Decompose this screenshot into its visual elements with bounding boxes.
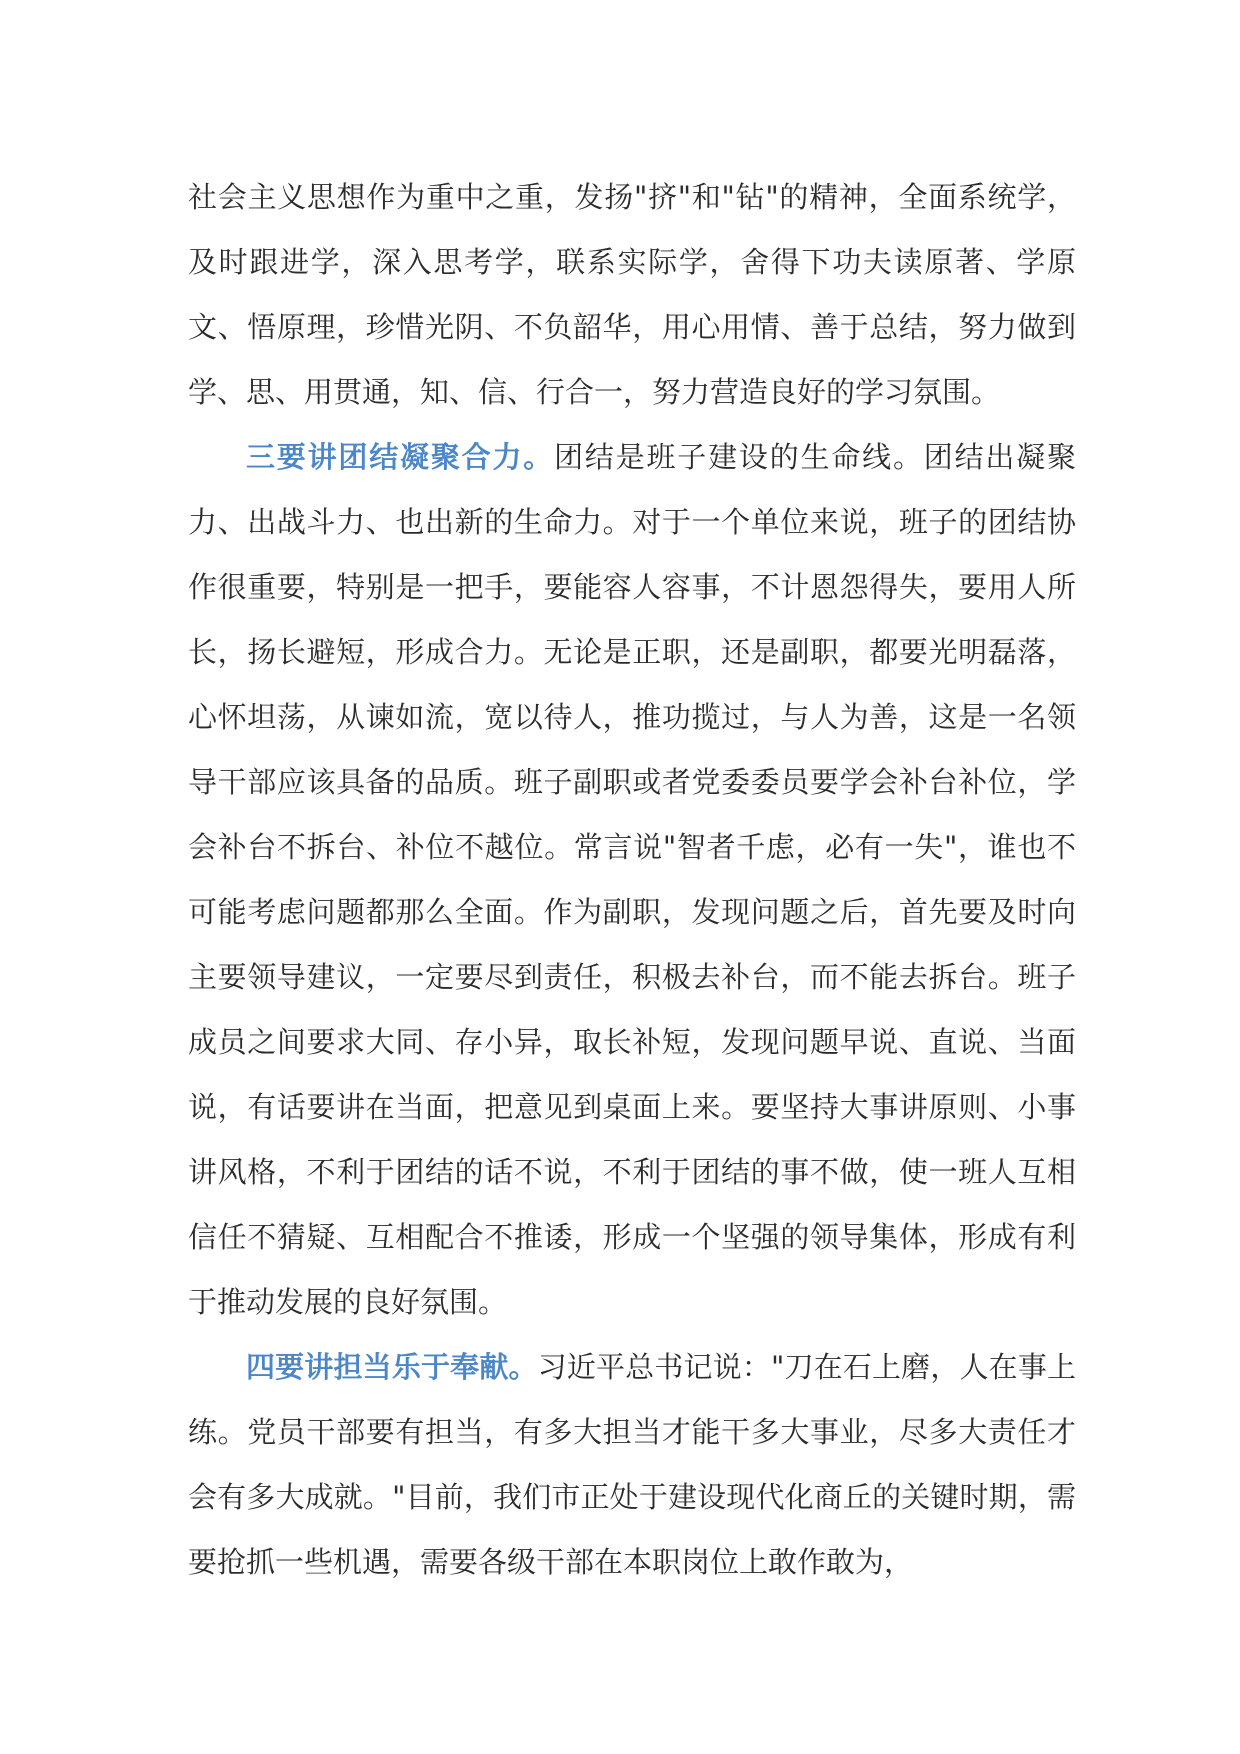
section-heading-unity: 三要讲团结凝聚合力。 (246, 440, 555, 474)
document-body (188, 165, 1076, 1595)
paragraph-text: 习近平总书记说："刀在石上磨，人在事上练。党员干部要有担当，有多大担当才能干多大事业，尽多大责任才会有多大成就。"目前，我们市正处于建设现代化商丘的关键时期，需要抢抓一些机遇，需要各级干部在本职岗位上敢作敢为， (188, 1350, 1076, 1579)
paragraph-text: 社会主义思想作为重中之重，发扬"挤"和"钻"的精神，全面系统学，及时跟进学，深入思考学，联系实际学，舍得下功夫读原著、学原文、悟原理，珍惜光阴、不负韶华，用心用情、善于总结，努力做到学、思、用贯通，知、信、行合一，努力营造良好的学习氛围。 (188, 180, 1076, 409)
paragraph-unity (188, 425, 1076, 1335)
paragraph-responsibility (188, 1335, 1076, 1595)
paragraph-study (188, 165, 1076, 425)
paragraph-text: 团结是班子建设的生命线。团结出凝聚力、出战斗力、也出新的生命力。对于一个单位来说，班子的团结协作很重要，特别是一把手，要能容人容事，不计恩怨得失，要用人所长，扬长避短，形成合力。无论是正职，还是副职，都要光明磊落，心怀坦荡，从谏如流，宽以待人，推功揽过，与人为善，这是一名领导干部应该具备的品质。班子副职或者党委委员要学会补台补位，学会补台不拆台、补位不越位。常言说"智者千虑，必有一失"，谁也不可能考虑问题都那么全面。作为副职，发现问题之后，首先要及时向主要领导建议，一定要尽到责任，积极去补台，而不能去拆台。班子成员之间要求大同、存小异，取长补短，发现问题早说、直说、当面说，有话要讲在当面，把意见到桌面上来。要坚持大事讲原则、小事讲风格，不利于团结的话不说，不利于团结的事不做，使一班人互相信任不猜疑、互相配合不推诿，形成一个坚强的领导集体，形成有利于推动发展的良好氛围。 (188, 440, 1076, 1319)
section-heading-responsibility: 四要讲担当乐于奉献。 (246, 1350, 538, 1384)
